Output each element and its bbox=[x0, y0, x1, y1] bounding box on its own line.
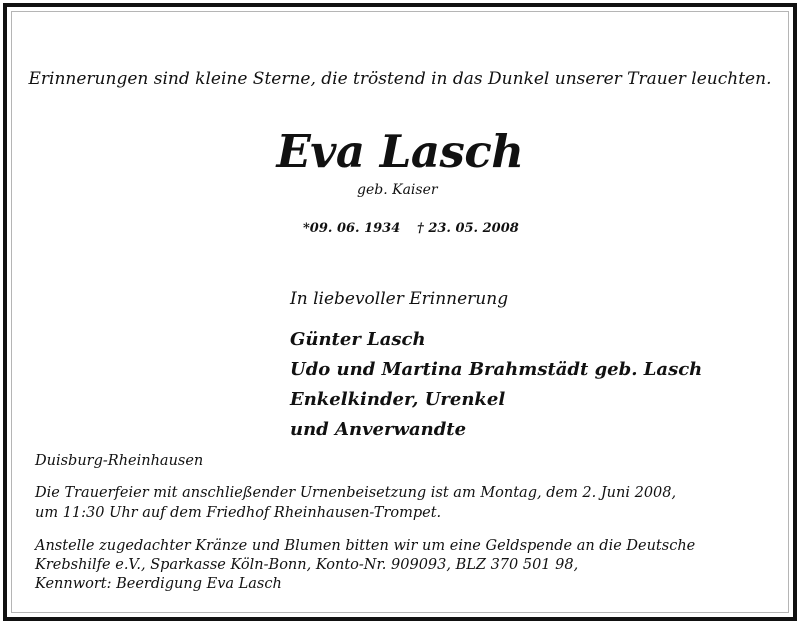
donation-line: Anstelle zugedachter Kränze und Blumen bitten wir um eine Geldspende an die Deutsche bbox=[35, 538, 696, 554]
donation-info bbox=[35, 537, 695, 594]
birth-date: *09. 06. 1934 bbox=[303, 221, 401, 236]
obituary-notice bbox=[3, 3, 797, 621]
death-date: † 23. 05. 2008 bbox=[417, 221, 519, 236]
donation-line: Krebshilfe e.V., Sparkasse Köln-Bonn, Konto-Nr. 909093, BLZ 370 501 98, bbox=[35, 557, 579, 573]
mourner-line: Udo und Martina Brahmstädt geb. Lasch bbox=[290, 359, 703, 380]
mourner-line: Enkelkinder, Urenkel bbox=[290, 389, 506, 410]
place-name: Duisburg-Rheinhausen bbox=[35, 453, 204, 469]
mourners-list bbox=[290, 325, 702, 445]
motto-quote: Erinnerungen sind kleine Sterne, die tröstend in das Dunkel unserer Trauer leuchten. bbox=[28, 69, 772, 89]
maiden-name: geb. Kaiser bbox=[357, 182, 438, 198]
ceremony-line: Die Trauerfeier mit anschließender Urnenbeisetzung ist am Montag, dem 2. Juni 2008, bbox=[35, 485, 677, 501]
mourner-line: Günter Lasch bbox=[290, 329, 426, 350]
ceremony-line: um 11:30 Uhr auf dem Friedhof Rheinhausen-Trompet. bbox=[35, 505, 442, 521]
deceased-name: Eva Lasch bbox=[276, 125, 524, 178]
donation-line: Kennwort: Beerdigung Eva Lasch bbox=[35, 576, 282, 592]
mourner-line: und Anverwandte bbox=[290, 419, 467, 440]
remembrance-intro: In liebevoller Erinnerung bbox=[290, 289, 509, 309]
ceremony-info bbox=[35, 483, 676, 523]
